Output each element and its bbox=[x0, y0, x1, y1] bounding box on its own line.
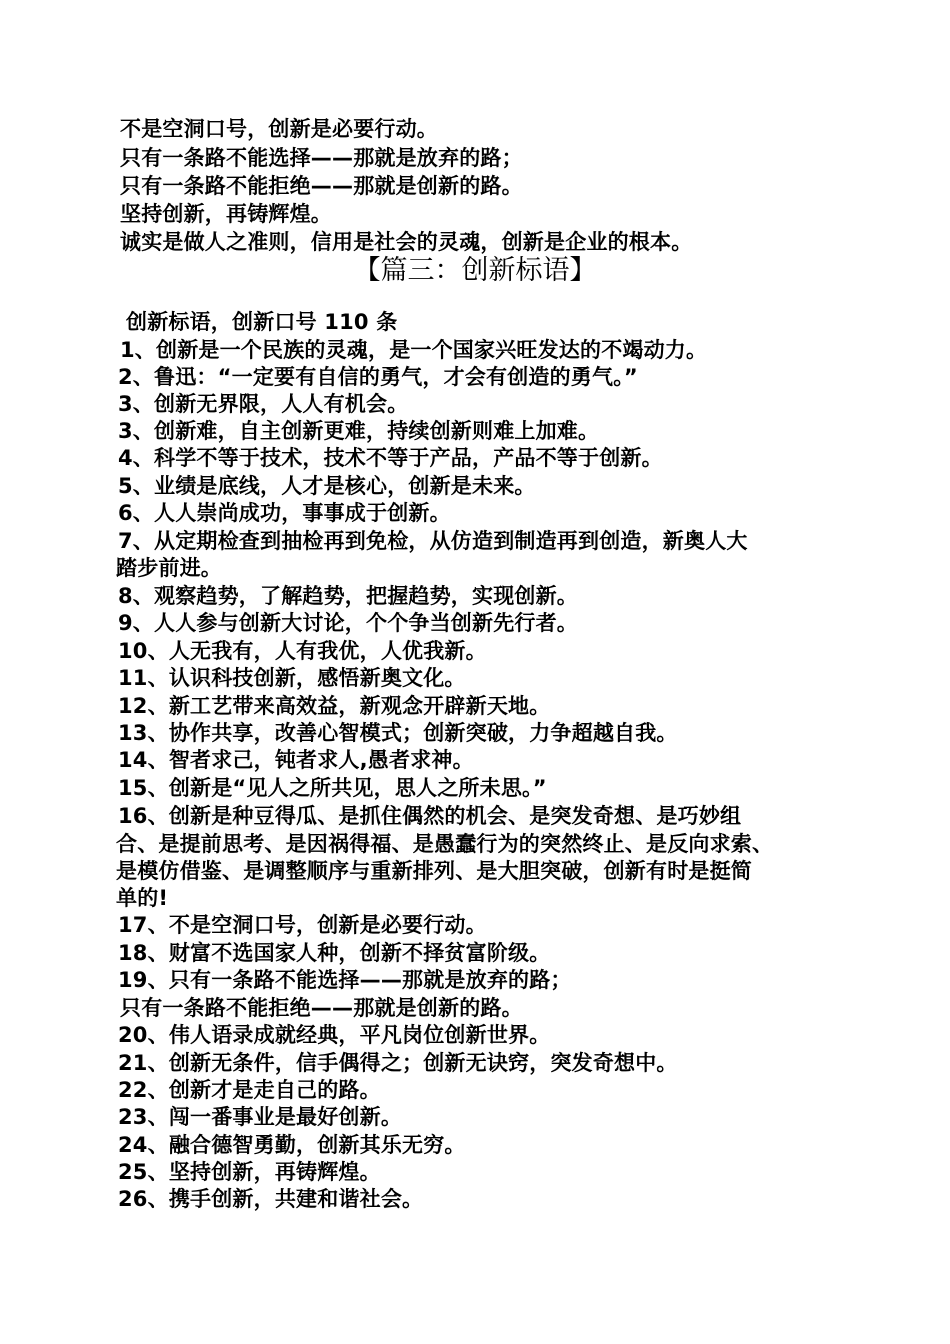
list-item: 15、创新是“见人之所共见，思人之所未思。” bbox=[118, 776, 547, 800]
list-item: 13、协作共享，改善心智模式；创新突破，力争超越自我。 bbox=[118, 721, 678, 745]
intro-line: 坚持创新，再铸辉煌。 bbox=[120, 202, 332, 226]
list-item-continuation: 合、是提前思考、是因祸得福、是愚蠢行为的突然终止、是反向求索、 bbox=[116, 832, 774, 856]
list-item: 2、鲁迅：“一定要有自信的勇气，才会有创造的勇气。” bbox=[118, 365, 638, 389]
list-item: 12、新工艺带来高效益，新观念开辟新天地。 bbox=[118, 694, 551, 718]
list-item: 10、人无我有，人有我优，人优我新。 bbox=[118, 639, 487, 663]
list-item: 14、智者求己，钝者求人,愚者求神。 bbox=[118, 748, 474, 772]
list-item-continuation: 单的! bbox=[116, 886, 169, 910]
intro-line: 只有一条路不能选择——那就是放弃的路； bbox=[120, 146, 523, 170]
list-item: 11、认识科技创新，感悟新奥文化。 bbox=[118, 666, 466, 690]
list-item: 1、创新是一个民族的灵魂，是一个国家兴旺发达的不竭动力。 bbox=[120, 338, 708, 362]
list-item: 19、只有一条路不能选择——那就是放弃的路； bbox=[118, 968, 572, 992]
list-item: 9、人人参与创新大讨论，个个争当创新先行者。 bbox=[118, 611, 579, 635]
list-item: 20、伟人语录成就经典，平凡岗位创新世界。 bbox=[118, 1023, 551, 1047]
list-item: 6、人人崇尚成功，事事成于创新。 bbox=[118, 501, 451, 525]
subtitle: 创新标语，创新口号 110 条 bbox=[126, 310, 398, 334]
list-item: 23、闯一番事业是最好创新。 bbox=[118, 1105, 403, 1129]
list-item: 26、携手创新，共建和谐社会。 bbox=[118, 1187, 424, 1211]
list-item: 3、创新难，自主创新更难，持续创新则难上加难。 bbox=[118, 419, 600, 443]
list-item: 4、科学不等于技术，技术不等于产品，产品不等于创新。 bbox=[118, 446, 663, 470]
intro-line: 只有一条路不能拒绝——那就是创新的路。 bbox=[120, 174, 523, 198]
list-item: 21、创新无条件，信手偶得之；创新无诀窍，突发奇想中。 bbox=[118, 1051, 678, 1075]
intro-line: 诚实是做人之准则，信用是社会的灵魂，创新是企业的根本。 bbox=[120, 230, 693, 254]
list-item: 3、创新无界限，人人有机会。 bbox=[118, 392, 409, 416]
list-item: 17、不是空洞口号，创新是必要行动。 bbox=[118, 913, 487, 937]
section-title: 【篇三：创新标语】 bbox=[353, 255, 597, 286]
list-item: 8、观察趋势，了解趋势，把握趋势，实现创新。 bbox=[118, 584, 579, 608]
list-item: 24、融合德智勇勤，创新其乐无穷。 bbox=[118, 1133, 466, 1157]
list-item: 7、从定期检查到抽检再到免检，从仿造到制造再到创造，新奥人大 bbox=[118, 529, 748, 553]
list-item-continuation: 是模仿借鉴、是调整顺序与重新排列、是大胆突破，创新有时是挺简 bbox=[116, 859, 752, 883]
list-item: 5、业绩是底线，人才是核心，创新是未来。 bbox=[118, 474, 536, 498]
list-item: 16、创新是种豆得瓜、是抓住偶然的机会、是突发奇想、是巧妙组 bbox=[118, 804, 742, 828]
list-item-continuation: 只有一条路不能拒绝——那就是创新的路。 bbox=[120, 996, 523, 1020]
list-item: 25、坚持创新，再铸辉煌。 bbox=[118, 1160, 381, 1184]
list-item-continuation: 踏步前进。 bbox=[116, 556, 222, 580]
list-item: 22、创新才是走自己的路。 bbox=[118, 1078, 381, 1102]
intro-line: 不是空洞口号，创新是必要行动。 bbox=[120, 117, 438, 141]
list-item: 18、财富不选国家人种，创新不择贫富阶级。 bbox=[118, 941, 551, 965]
